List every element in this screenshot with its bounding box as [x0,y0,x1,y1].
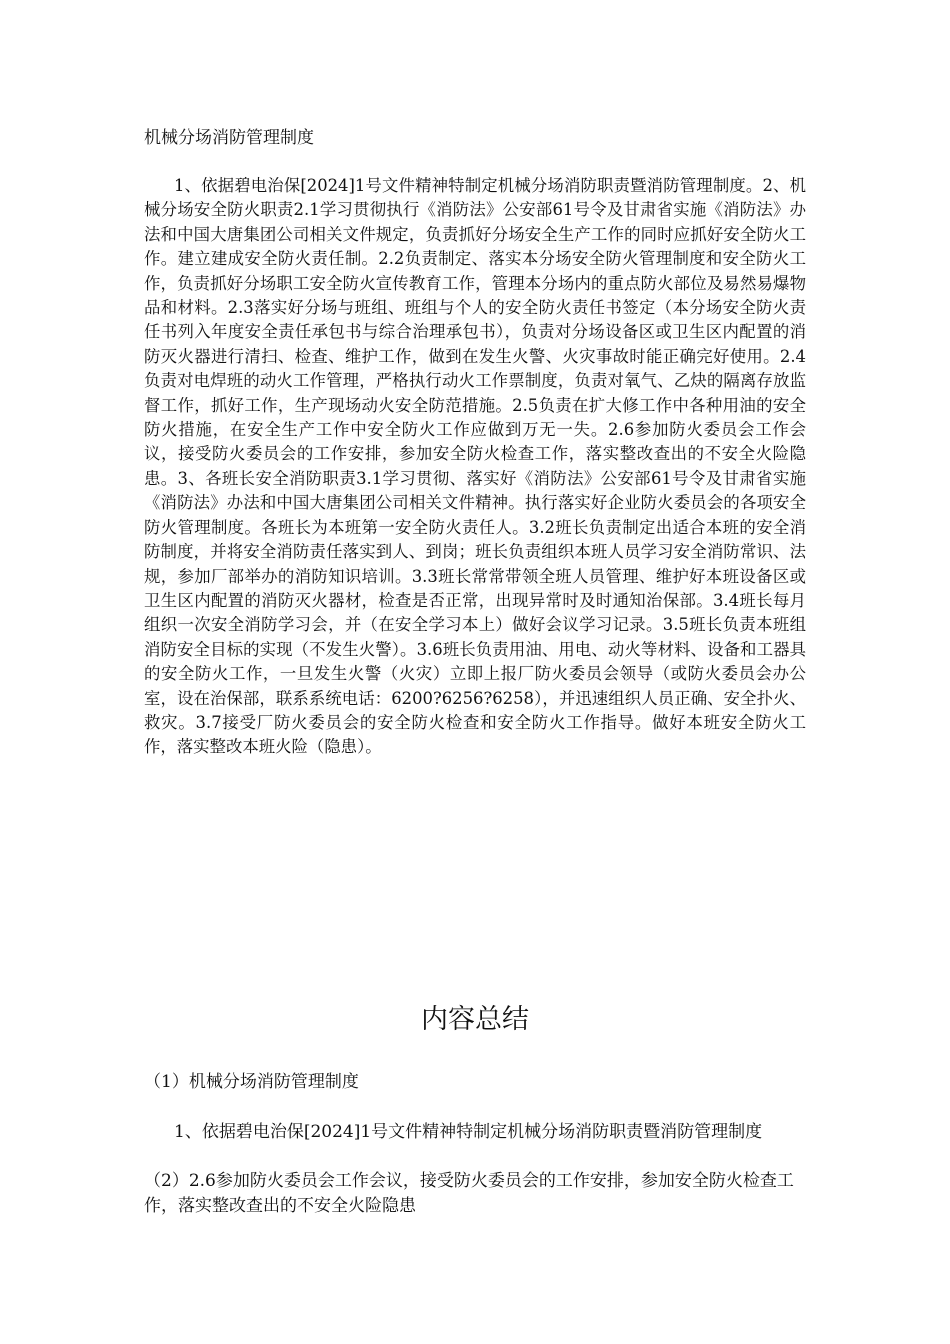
summary-item-text: 1、依据碧电治保[2024]1号文件精神特制定机械分场消防职责暨消防管理制度 [174,1122,763,1142]
document-body-paragraph: 1、依据碧电治保[2024]1号文件精神特制定机械分场消防职责暨消防管理制度。2、机械分场安全防火职责2.1学习贯彻执行《消防法》公安部61号令及甘肃省实施《消防法》办法和中国大唐集团公司相关文件规定，负责抓好分场安全生产工作的同时应抓好安全防火工作。建立建成安全防火责任制。2.2负责制定、落实本分场安全防火管理制度和安全防火工作，负责抓好分场职工安全防火宣传教育工作，管理本分场内的重点防火部位及易然易爆物品和材料。2.3落实好分场与班组、班组与个人的安全防火责任书签定（本分场安全防火责任书列入年度安全责任承包书与综合治理承包书），负责对分场设备区或卫生区内配置的消防灭火器进行清扫、检查、维护工作，做到在发生火警、火灾事故时能正确完好使用。2.4负责对电焊班的动火工作管理，严格执行动火工作票制度，负责对氧气、乙炔的隔离存放监督工作，抓好工作，生产现场动火安全防范措施。2.5负责在扩大修工作中各种用油的安全防火措施，在安全生产工作中安全防火工作应做到万无一失。2.6参加防火委员会工作会议，接受防火委员会的工作安排，参加安全防火检查工作，落实整改查出的不安全火险隐患。3、各班长安全消防职责3.1学习贯彻、落实好《消防法》公安部61号令及甘肃省实施《消防法》办法和中国大唐集团公司相关文件精神。执行落实好企业防火委员会的各项安全防火管理制度。各班长为本班第一安全防火责任人。3.2班长负责制定出适合本班的安全消防制度，并将安全消防责任落实到人、到岗；班长负责组织本班人员学习安全消防常识、法规，参加厂部举办的消防知识培训。3.3班长常常带领全班人员管理、维护好本班设备区或卫生区内配置的消防灭火器材，检查是否正常，出现异常时及时通知治保部。3.4班长每月组织一次安全消防学习会，并（在安全学习本上）做好会议学习记录。3.5班长负责本班组消防安全目标的实现（不发生火警）。3.6班长负责用油、用电、动火等材料、设备和工器具的安全防火工作，一旦发生火警（火灾）立即上报厂防火委员会领导（或防火委员会办公室，设在治保部，联系系统电话：6200?6256?6258），并迅速组织人员正确、安全扑火、救灾。3.7接受厂防火委员会的安全防火检查和安全防火工作指导。做好本班安全防火工作，落实整改本班火险（隐患）。 [144,176,806,757]
document-title: 机械分场消防管理制度 [144,128,314,148]
summary-item-title: （1）机械分场消防管理制度 [144,1072,359,1092]
summary-item-text-2: （2）2.6参加防火委员会工作会议，接受防火委员会的工作安排，参加安全防火检查工作，落实整改查出的不安全火险隐患 [144,1171,794,1216]
summary-heading: 内容总结 [421,1004,529,1035]
